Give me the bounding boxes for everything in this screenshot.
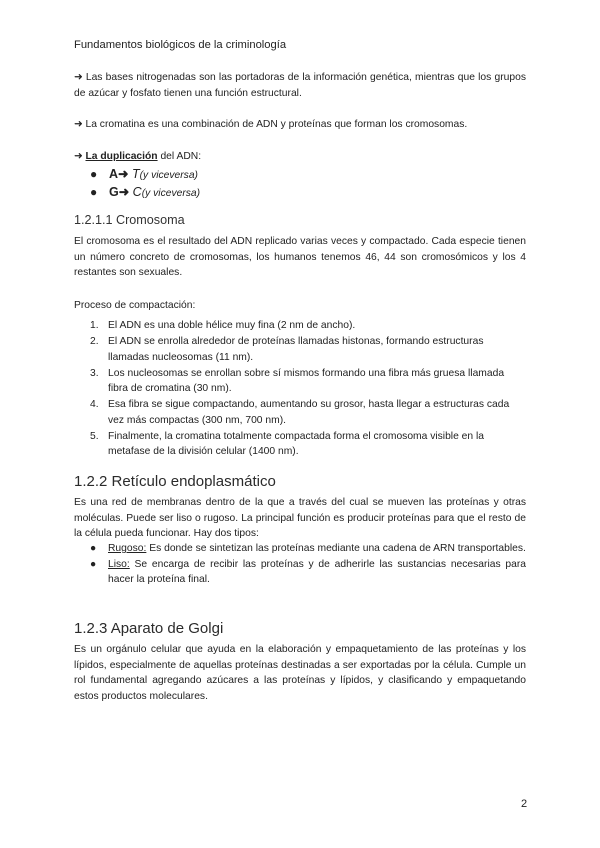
reticulo-types bbox=[74, 541, 526, 588]
base-target: T bbox=[131, 167, 140, 181]
list-item bbox=[74, 318, 526, 334]
duplicacion-rest: del ADN: bbox=[157, 151, 202, 162]
step-text: Esa fibra se sigue compactando, aumentando su grosor, hasta llegar a estructuras cada vez más compactas (300 nm, 700 nm). bbox=[108, 399, 510, 426]
list-item bbox=[74, 557, 526, 588]
list-item bbox=[74, 541, 526, 557]
duplicacion-label: La duplicación bbox=[85, 151, 158, 162]
list-item bbox=[74, 334, 526, 365]
step-number: 1. bbox=[90, 320, 99, 331]
duplicacion-list bbox=[90, 165, 200, 201]
type-text: Es donde se sintetizan las proteínas mediante una cadena de ARN transportables. bbox=[146, 543, 526, 554]
list-item bbox=[74, 429, 526, 460]
bullet-icon: ● bbox=[90, 185, 98, 199]
duplicacion-intro bbox=[74, 149, 526, 165]
heading-cromosoma: 1.2.1.1 Cromosoma bbox=[74, 213, 185, 227]
bullet-icon: ● bbox=[90, 558, 97, 570]
paragraph-golgi: Es un orgánulo celular que ayuda en la elaboración y empaquetamiento de las proteínas y los lípidos, especialmente de aquellas proteínas destinadas a ser exportadas por la célula. Cumple un rol fundamental agregando azúcares a las proteínas y lípidos, y clasificando y empaquetando estos productos moleculares. bbox=[74, 644, 526, 702]
list-item bbox=[90, 165, 200, 183]
bullet-icon: ● bbox=[90, 543, 97, 554]
heading-golgi: 1.2.3 Aparato de Golgi bbox=[74, 620, 224, 637]
page-number: 2 bbox=[521, 798, 528, 810]
type-label: Rugoso: bbox=[108, 543, 147, 554]
type-label: Liso: bbox=[108, 558, 130, 570]
step-number: 2. bbox=[90, 336, 99, 347]
step-number: 4. bbox=[90, 399, 99, 410]
paragraph-cromosoma: El cromosoma es el resultado del ADN replicado varias veces y compactado. Cada especie tienen un número concreto de cromosomas, los humanos tenemos 46, 44 son cromosómicos y los 4 restantes son sexuales. bbox=[74, 236, 526, 278]
list-item bbox=[90, 183, 200, 201]
base-pair: A➜ bbox=[109, 167, 132, 181]
running-header: Fundamentos biológicos de la criminología bbox=[74, 39, 287, 51]
step-text: El ADN se enrolla alrededor de proteínas llamadas histonas, formando estructuras llamadas nucleosomas (11 nm). bbox=[108, 336, 484, 363]
paragraph-cromatina: ➜ La cromatina es una combinación de ADN y proteínas que forman los cromosomas. bbox=[74, 119, 468, 130]
heading-reticulo: 1.2.2 Retículo endoplasmático bbox=[74, 473, 276, 490]
base-pair: G➜ bbox=[109, 185, 133, 199]
base-note: (y viceversa) bbox=[139, 170, 198, 181]
step-number: 3. bbox=[90, 367, 99, 379]
base-note: (y viceversa) bbox=[141, 188, 201, 199]
step-text: El ADN es una doble hélice muy fina (2 nm de ancho). bbox=[108, 320, 356, 331]
paragraph-bases-nitrogenadas: ➜ Las bases nitrogenadas son las portadoras de la información genética, mientras que los grupos de azúcar y fosfato tienen una función estructural. bbox=[74, 72, 526, 99]
bullet-icon: ● bbox=[90, 167, 98, 181]
base-target: C bbox=[132, 185, 142, 199]
compactacion-steps bbox=[74, 318, 526, 460]
step-text: Finalmente, la cromatina totalmente compactada forma el cromosoma visible en la metafase de la división celular (1400 nm). bbox=[108, 430, 485, 457]
list-item bbox=[74, 366, 526, 397]
arrow-icon: ➜ bbox=[74, 151, 86, 162]
step-text: Los nucleosomas se enrollan sobre sí mismos formando una fibra más gruesa llamada fibra de cromatina (30 nm). bbox=[108, 367, 505, 394]
list-item bbox=[74, 397, 526, 428]
compactacion-title: Proceso de compactación: bbox=[74, 300, 196, 311]
step-number: 5. bbox=[90, 430, 99, 442]
type-text: Se encarga de recibir las proteínas y de adherirle las sustancias necesarias para hacer la proteína final. bbox=[108, 558, 526, 585]
paragraph-reticulo: Es una red de membranas dentro de la que a través del cual se mueven las proteínas y otras moléculas. Puede ser liso o rugoso. La principal función es producir proteínas para que el resto de la célula pueda funcionar. Hay dos tipos: bbox=[74, 497, 526, 539]
